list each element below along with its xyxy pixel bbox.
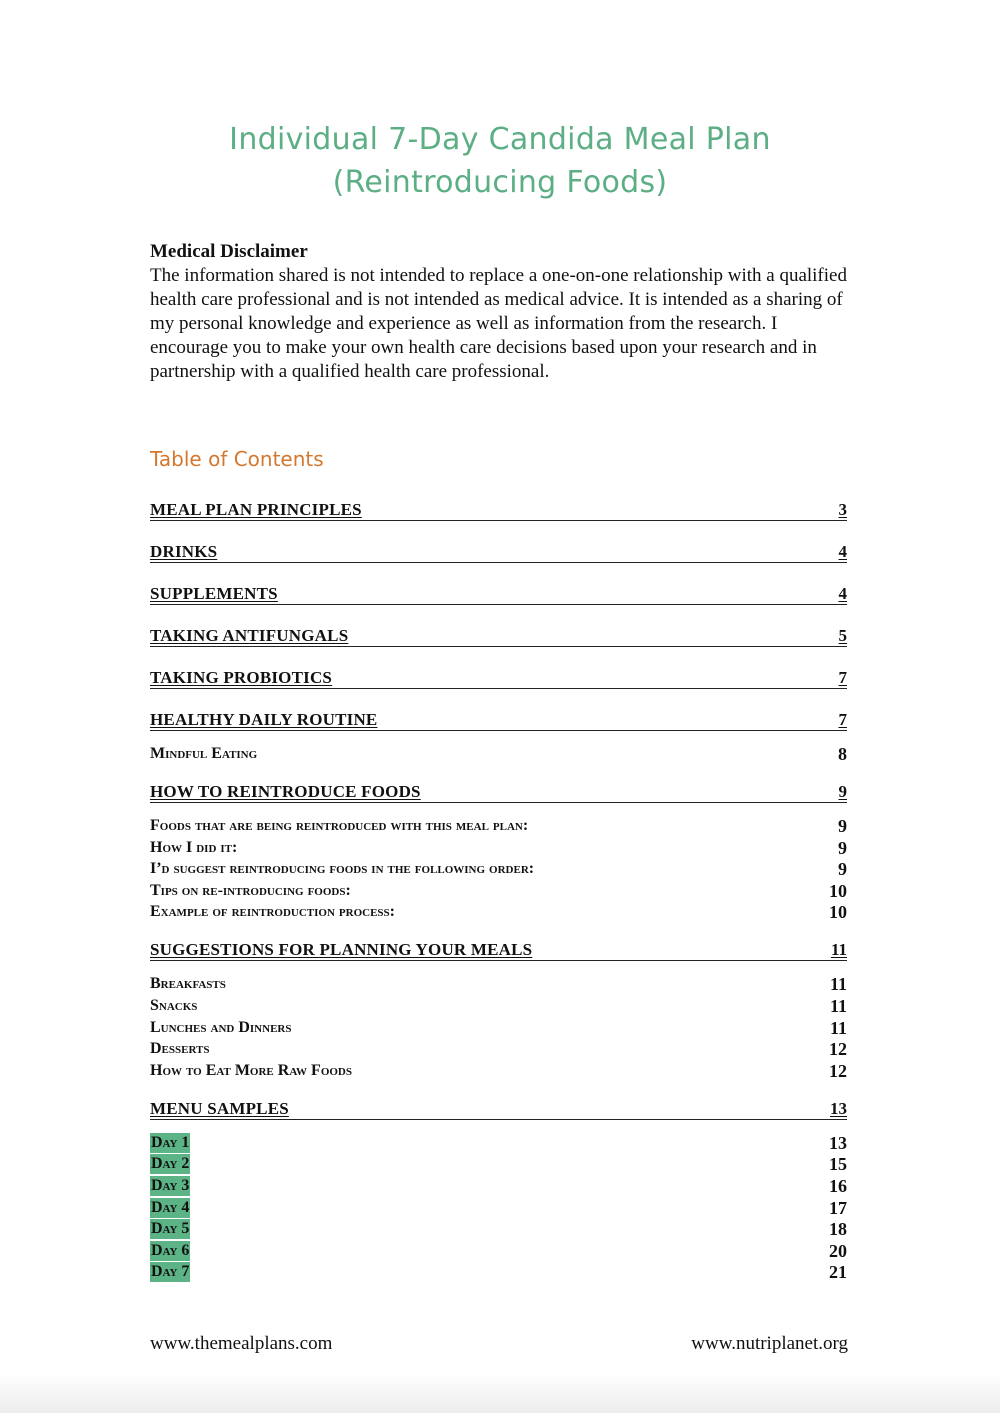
- toc-entry-page: 10: [829, 880, 847, 901]
- toc-entry-sub[interactable]: [150, 1131, 847, 1153]
- toc-entry-label: Tips on re-introducing foods:: [150, 881, 351, 899]
- toc-entry-sub[interactable]: [150, 1239, 847, 1261]
- toc-entry-label: Lunches and Dinners: [150, 1018, 292, 1036]
- toc-entry-sub[interactable]: [150, 1174, 847, 1196]
- toc-entry-main[interactable]: [150, 542, 847, 563]
- document-title: [0, 118, 1000, 204]
- toc-entry-label: TAKING PROBIOTICS: [150, 668, 333, 687]
- toc-entry-sub[interactable]: [150, 1016, 847, 1038]
- title-line-2: (Reintroducing Foods): [332, 165, 668, 200]
- toc-entry-page: 9: [838, 816, 847, 836]
- toc-entry-page: 4: [838, 584, 847, 603]
- toc-entry-label: HOW TO REINTRODUCE FOODS: [150, 782, 421, 801]
- toc-entry-page: 3: [838, 500, 847, 519]
- toc-entry-sub[interactable]: [150, 1217, 847, 1239]
- toc-entry-label: Example of reintroduction process:: [150, 903, 395, 921]
- toc-entry-label: MENU SAMPLES: [150, 1098, 289, 1118]
- toc-entry-page: 9: [838, 782, 847, 801]
- toc-entry-page: 9: [838, 837, 847, 858]
- toc-entry-page: 4: [838, 542, 847, 561]
- toc-entry-label: How I did it:: [150, 838, 238, 856]
- toc-entry-label: Day 4: [151, 1198, 190, 1216]
- toc-entry-page: 16: [829, 1176, 847, 1196]
- toc-entry-main[interactable]: [150, 710, 847, 731]
- title-line-1: Individual 7-Day Candida Meal Plan: [229, 122, 771, 157]
- toc-entry-main[interactable]: [150, 584, 847, 605]
- toc-entry-page: 11: [829, 996, 847, 1016]
- toc-entry-label: Snacks: [150, 997, 198, 1014]
- toc-entry-page: 7: [838, 668, 847, 687]
- toc-entry-page: 18: [829, 1219, 847, 1240]
- toc-entry-main[interactable]: [150, 626, 847, 647]
- toc-entry-sub[interactable]: [150, 900, 847, 922]
- toc-entry-main[interactable]: [150, 668, 847, 689]
- toc-entry-label: Foods that are being reintroduced with this meal plan:: [150, 817, 529, 834]
- toc-entry-sub[interactable]: [150, 1152, 847, 1174]
- toc-entry-label: Day 1: [151, 1133, 190, 1151]
- toc-entry-sub[interactable]: [150, 1037, 847, 1059]
- toc-entry-main[interactable]: [150, 940, 847, 961]
- toc-entry-label: DRINKS: [150, 542, 218, 561]
- toc-entry-sub[interactable]: [150, 1059, 847, 1081]
- toc-entry-label: HEALTHY DAILY ROUTINE: [150, 710, 378, 729]
- footer-left-url[interactable]: www.themealplans.com: [150, 1333, 333, 1354]
- toc-entry-page: 13: [829, 1132, 847, 1153]
- toc-entry-page: 15: [829, 1154, 847, 1175]
- toc-entry-label: Day 7: [151, 1263, 190, 1281]
- toc-entry-page: 21: [829, 1262, 847, 1283]
- toc-entry-page: 12: [829, 1060, 847, 1081]
- toc-entry-main[interactable]: [150, 500, 847, 521]
- page-bottom-shadow: [0, 1373, 1000, 1413]
- toc-entry-page: 9: [838, 859, 847, 880]
- toc-entry-sub[interactable]: [150, 994, 847, 1016]
- toc-entry-label: SUGGESTIONS FOR PLANNING YOUR MEALS: [150, 940, 533, 960]
- toc-entry-label: Mindful Eating: [150, 745, 258, 762]
- toc-entry-sub[interactable]: [150, 857, 847, 879]
- toc-entry-sub[interactable]: [150, 1260, 847, 1282]
- toc-entry-main[interactable]: [150, 1099, 847, 1120]
- toc-entry-label: Breakfasts: [150, 975, 226, 993]
- toc-entry-page: 5: [838, 626, 847, 645]
- toc-entry-label: Day 3: [151, 1177, 190, 1194]
- toc-entry-label: TAKING ANTIFUNGALS: [150, 626, 349, 645]
- toc-entry-page: 11: [829, 974, 847, 995]
- toc-entry-sub[interactable]: [150, 836, 847, 858]
- toc-entry-sub[interactable]: [150, 814, 847, 836]
- toc-entry-page: 20: [829, 1240, 847, 1261]
- disclaimer-heading: Medical Disclaimer: [150, 241, 308, 262]
- toc-entry-label: Day 2: [151, 1155, 190, 1173]
- toc-entry-label: I’d suggest reintroducing foods in the following order:: [150, 860, 535, 878]
- toc-entry-label: MEAL PLAN PRINCIPLES: [150, 500, 362, 519]
- toc-entry-page: 17: [829, 1197, 847, 1218]
- toc-entry-page: 7: [838, 710, 847, 729]
- toc-entry-page: 12: [829, 1039, 847, 1060]
- toc-entry-sub[interactable]: [150, 879, 847, 901]
- toc-entry-label: Day 6: [151, 1241, 190, 1259]
- toc-entry-page: 13: [830, 1098, 847, 1118]
- toc-entry-label: How to Eat More Raw Foods: [150, 1061, 352, 1079]
- toc-entry-page: 11: [829, 1017, 847, 1038]
- toc-entry-main[interactable]: [150, 782, 847, 803]
- toc-entry-sub[interactable]: [150, 742, 847, 764]
- toc-heading: Table of Contents: [150, 447, 324, 471]
- toc-entry-page: 11: [830, 940, 847, 960]
- toc-entry-sub[interactable]: [150, 1196, 847, 1218]
- toc-entry-sub[interactable]: [150, 972, 847, 994]
- toc-entry-label: Day 5: [151, 1220, 190, 1238]
- toc-entry-page: 8: [838, 744, 847, 764]
- toc-entry-label: SUPPLEMENTS: [150, 584, 278, 603]
- toc-entry-label: Desserts: [150, 1040, 210, 1058]
- footer-right-url[interactable]: www.nutriplanet.org: [691, 1333, 848, 1354]
- disclaimer-body: The information shared is not intended to replace a one-on-one relationship with a qualified health care professional and is not intended as medical advice. It is intended as a sharing of my personal knowledge and experience as well as information from the research. I encourage you to make your own health care decisions based upon your research and in partnership with a qualified health care professional.: [150, 265, 847, 382]
- toc-entry-page: 10: [829, 902, 847, 923]
- medical-disclaimer: [150, 240, 850, 384]
